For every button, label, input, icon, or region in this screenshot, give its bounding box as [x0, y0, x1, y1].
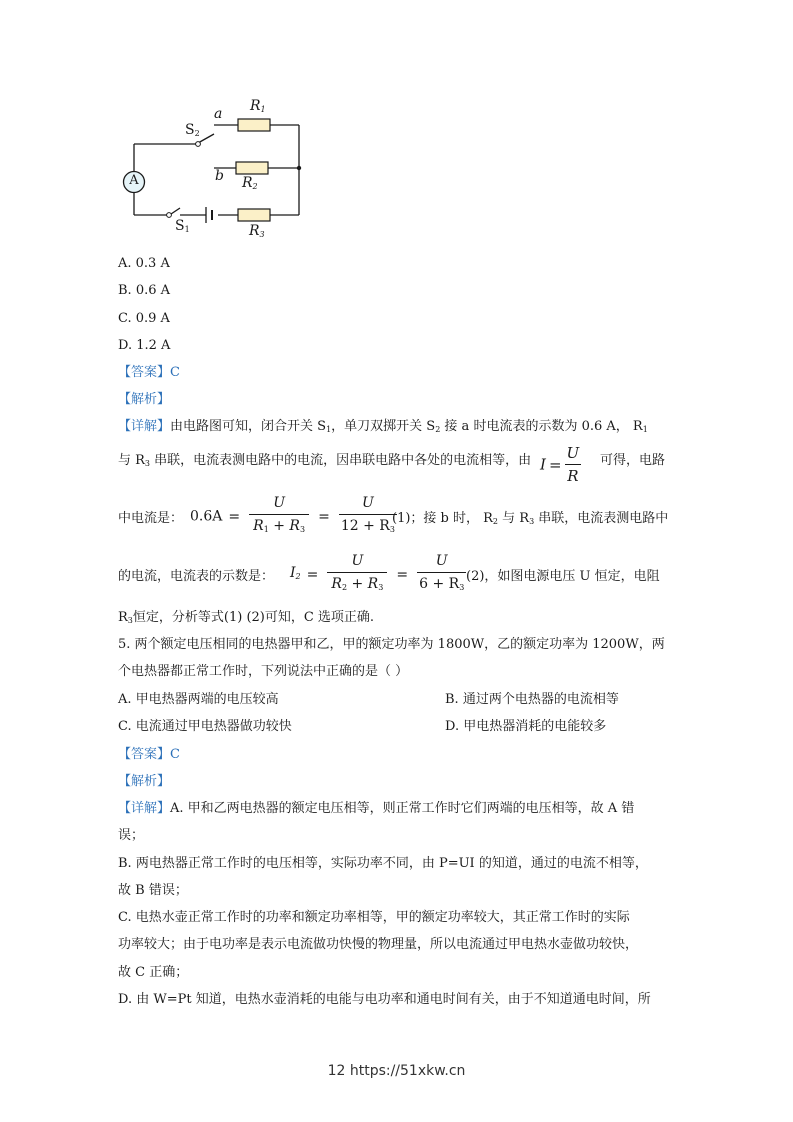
q4-detail-line-4-end: (2)，如图电源电压 U 恒定，电阻 — [466, 569, 660, 584]
label-b: b — [215, 168, 224, 184]
q4-option-c: C. 0.9 A — [118, 311, 170, 326]
q5-option-b: B. 通过两个电热器的电流相等 — [445, 692, 619, 707]
q5-stem-line-2: 个电热器都正常工作时，下列说法中正确的是（ ） — [118, 664, 409, 679]
q4-detail-line-4-start: 的电流，电流表的示数是： — [118, 569, 275, 584]
label-s1: $S_1$ — [175, 218, 190, 234]
label-r3: $R_3$ — [249, 223, 265, 239]
q5-answer: 【答案】C — [118, 747, 180, 762]
resistor-r3 — [238, 209, 270, 221]
q4-option-b: B. 0.6 A — [118, 283, 171, 298]
q5-detail-2: 误； — [118, 828, 145, 843]
q4-option-a: A. 0.3 A — [118, 256, 170, 271]
q4-detail-line-3-end: (1)；接 b 时， $R_2$ 与 $R_3$ 串联，电流表测电路中 — [392, 511, 669, 526]
q4-analysis-heading: 【解析】 — [118, 392, 171, 407]
q4-option-d: D. 1.2 A — [118, 338, 171, 353]
q4-answer: 【答案】C — [118, 365, 180, 380]
label-ammeter: A — [129, 173, 139, 188]
ohm-law-formula: I = $\frac{U}{R}$ — [540, 444, 580, 485]
q4-detail-line-1: 【详解】由电路图可知，闭合开关 $S_1$，单刀双掷开关 $S_2$ 接 a 时电流表的示数为 0.6 A， $R_1$ — [118, 419, 648, 434]
q5-detail-1: 【详解】A. 甲和乙两电热器的额定电压相等，则正常工作时它们两端的电压相等，故 A 错 — [118, 801, 635, 816]
equation-1: 0.6A = $\frac{U}{R_1 + R_3}$ = $\frac{U}{12 + R_3}$ — [190, 495, 395, 534]
label-s2: $S_2$ — [185, 122, 200, 138]
q4-detail-line-5: $R_3$恒定，分析等式(1) (2)可知，C 选项正确. — [118, 610, 375, 625]
equation-2: $I_2$ = $\frac{U}{R_2 + R_3}$ = $\frac{U}{6 + R_3}$ — [290, 553, 465, 592]
q5-option-c: C. 电流通过甲电热器做功较快 — [118, 719, 292, 734]
label-r2: $R_2$ — [242, 175, 258, 191]
q4-detail-line-2: 与 $R_3$ 串联，电流表测电路中的电流，因串联电路中各处的电流相等，由 — [118, 453, 532, 468]
label-r1: $R_1$ — [250, 98, 266, 114]
q5-detail-5: C. 电热水壶正常工作时的功率和额定功率相等，甲的额定功率较大，其正常工作时的实际 — [118, 910, 630, 925]
q5-detail-7: 故 C 正确； — [118, 965, 189, 980]
label-a: a — [214, 106, 223, 122]
q5-option-d: D. 甲电热器消耗的电能较多 — [445, 719, 607, 734]
resistor-r2 — [236, 162, 268, 174]
q4-detail-line-2-end: 可得，电路 — [600, 453, 666, 468]
q5-detail-6: 功率较大；由于电功率是表示电流做功快慢的物理量，所以电流通过甲电热水壶做功较快， — [118, 937, 639, 952]
q5-analysis-heading: 【解析】 — [118, 774, 171, 789]
q5-detail-8: D. 由 W=Pt 知道，电热水壶消耗的电能与电功率和通电时间有关，由于不知道通电时间，所 — [118, 992, 651, 1007]
q5-detail-4: 故 B 错误； — [118, 883, 188, 898]
q4-detail-line-3-start: 中电流是： — [118, 511, 184, 526]
q5-stem-line-1: 5. 两个额定电压相同的电热器甲和乙，甲的额定功率为 1800W，乙的额定功率为 1200W，两 — [118, 637, 665, 652]
q5-option-a: A. 甲电热器两端的电压较高 — [118, 692, 279, 707]
q5-detail-3: B. 两电热器正常工作时的电压相等，实际功率不同，由 P=UI 的知道，通过的电流不相等， — [118, 856, 648, 871]
page-footer: 12 https://51xkw.cn — [327, 1063, 466, 1079]
resistor-r1 — [238, 119, 270, 131]
